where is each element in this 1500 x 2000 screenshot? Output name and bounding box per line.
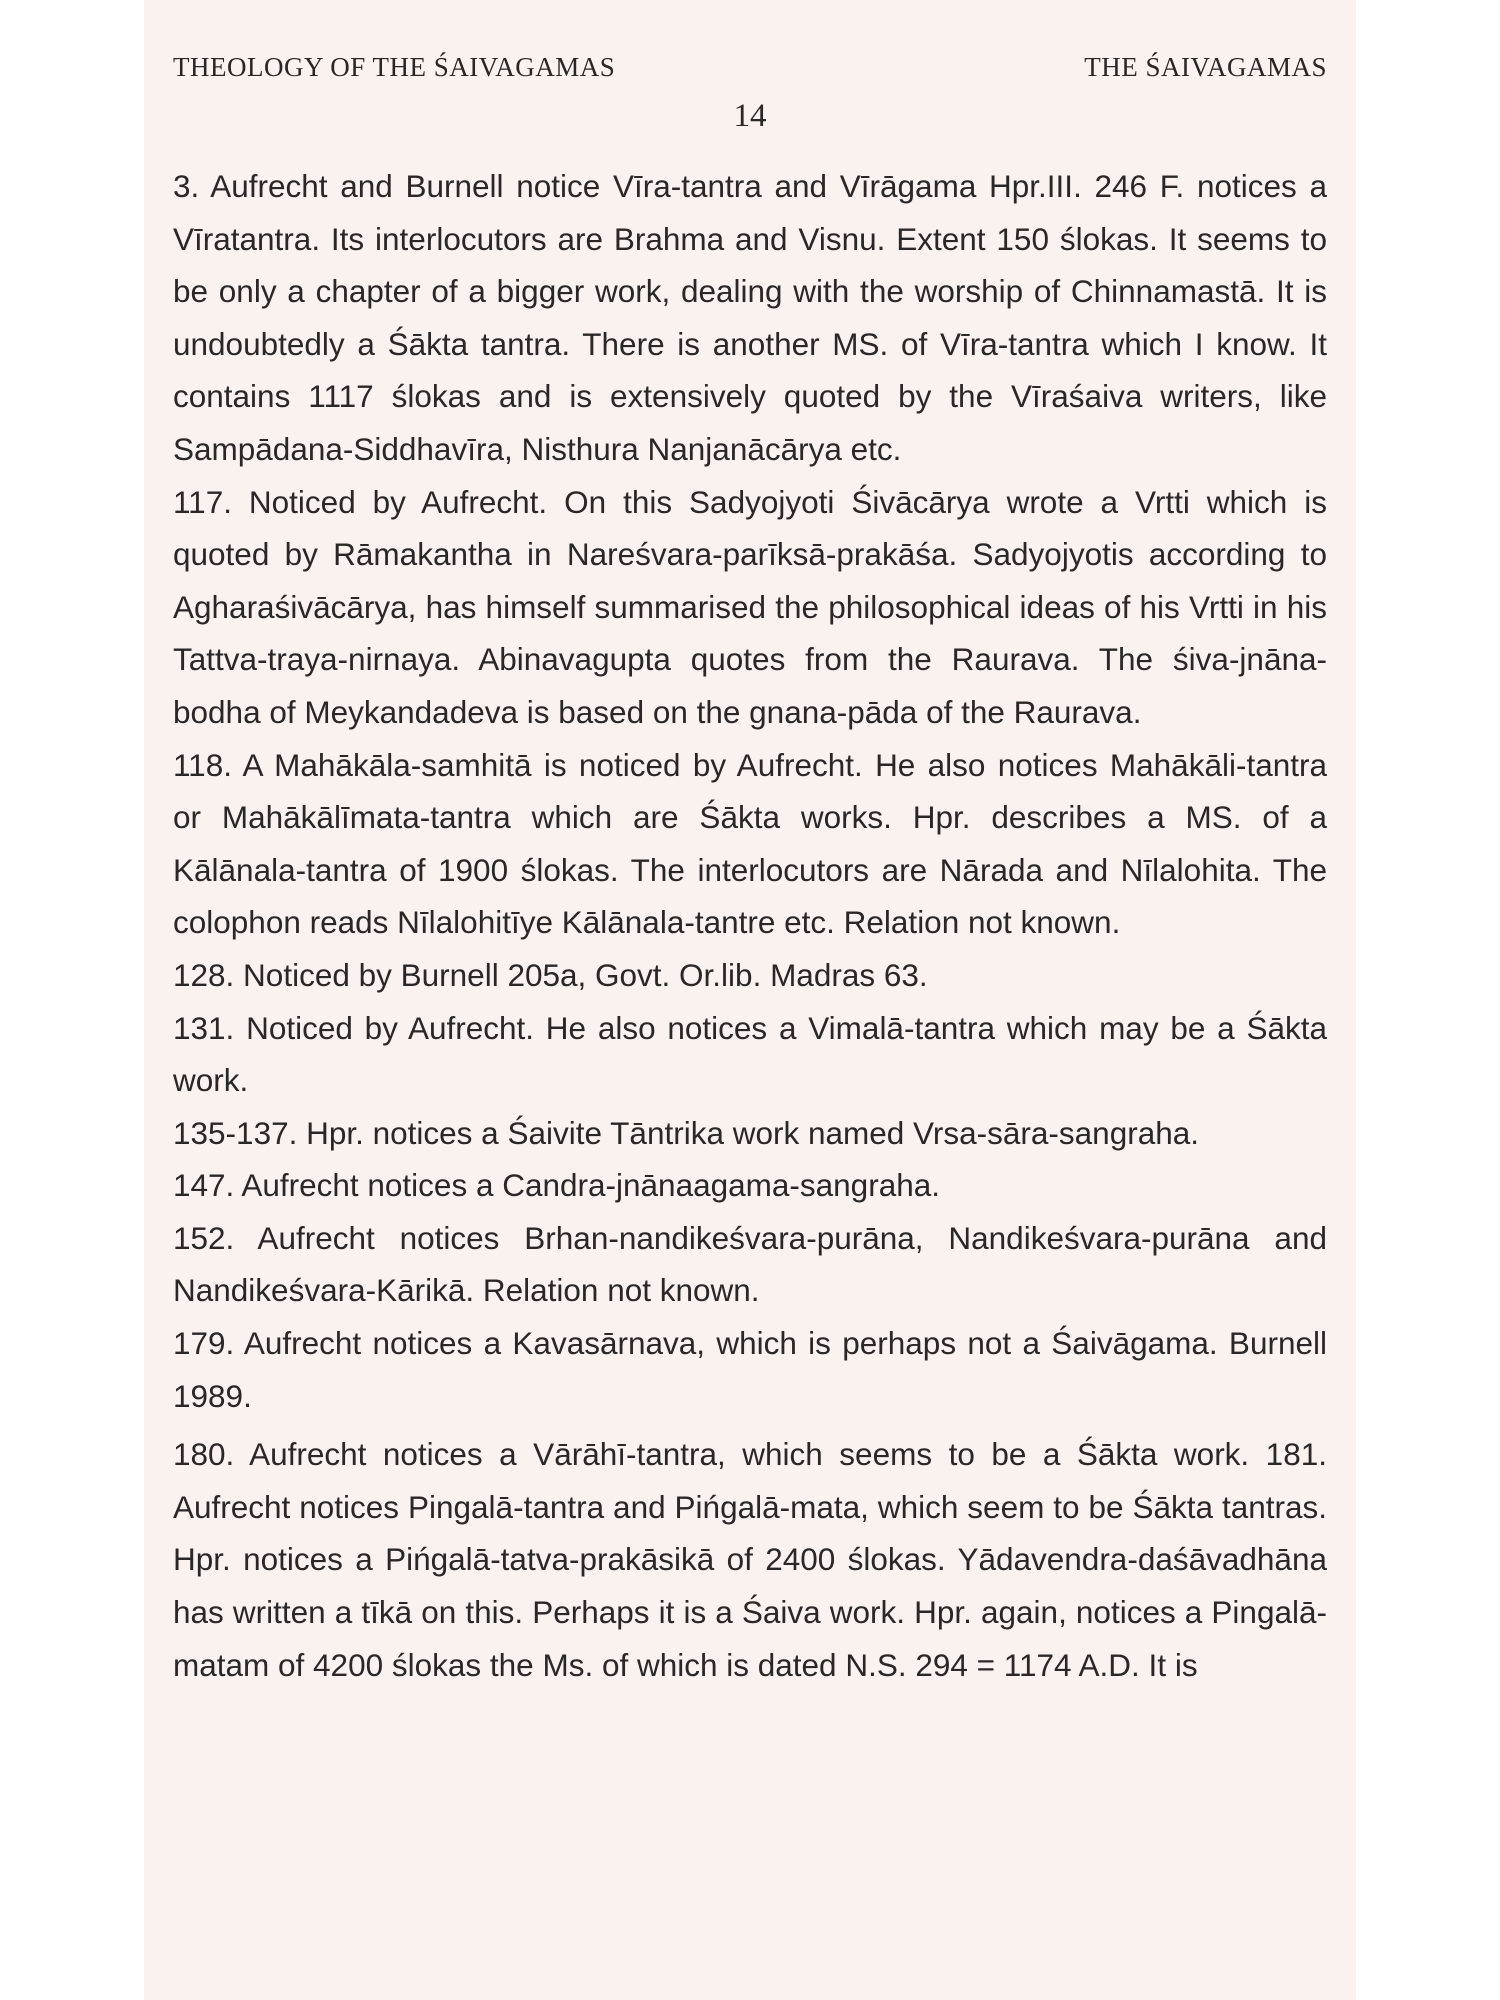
running-header — [173, 52, 1327, 92]
note-paragraph: 180. Aufrecht notices a Vārāhī-tantra, which seems to be a Śākta work. 181. Aufrecht notices Pingalā-tantra and Pińgalā-mata, which seem to be Śākta tantras. Hpr. notices a Pińgalā-tatva-prakāsikā of 2400 ślokas. Yādavendra-daśāvadhāna has written a tīkā on this. Perhaps it is a Śaiva work. Hpr. again, notices a Pingalā-matam of 4200 ślokas the Ms. of which is dated N.S. 294 = 1174 A.D. It is — [173, 1436, 1327, 1683]
book-title: THEOLOGY OF THE ŚAIVAGAMAS — [173, 52, 616, 82]
note-paragraph: 128. Noticed by Burnell 205a, Govt. Or.lib. Madras 63. — [173, 956, 928, 993]
note-paragraph: 147. Aufrecht notices a Candra-jnānaagama-sangraha. — [173, 1167, 940, 1204]
chapter-title: THE ŚAIVAGAMAS — [1084, 52, 1327, 82]
body-text — [173, 160, 1327, 1691]
book-page — [144, 0, 1356, 2000]
note-paragraph: 118. A Mahākāla-samhitā is noticed by Aufrecht. He also notices Mahākāli-tantra or Mahākālīmata-tantra which are Śākta works. Hpr. describes a MS. of a Kālānala-tantra of 1900 ślokas. The interlocutors are Nārada and Nīlalohita. The colophon reads Nīlalohitīye Kālānala-tantre etc. Relation not known. — [173, 746, 1327, 941]
note-paragraph: 3. Aufrecht and Burnell notice Vīra-tantra and Vīrāgama Hpr.III. 246 F. notices a Vīratantra. Its interlocutors are Brahma and Visnu. Extent 150 ślokas. It seems to be only a chapter of a bigger work, dealing with the worship of Chinnamastā. It is undoubtedly a Śākta tantra. There is another MS. of Vīra-tantra which I know. It contains 1117 ślokas and is extensively quoted by the Vīraśaiva writers, like Sampādana-Siddhavīra, Nisthura Nanjanācārya etc. — [173, 168, 1327, 467]
note-paragraph: 152. Aufrecht notices Brhan-nandikeśvara-purāna, Nandikeśvara-purāna and Nandikeśvara-Kārikā. Relation not known. — [173, 1219, 1327, 1309]
note-paragraph: 179. Aufrecht notices a Kavasārnava, which is perhaps not a Śaivāgama. Burnell 1989. — [173, 1325, 1327, 1414]
note-paragraph: 131. Noticed by Aufrecht. He also notices a Vimalā-tantra which may be a Śākta work. — [173, 1009, 1327, 1099]
page-number: 14 — [733, 98, 767, 134]
note-paragraph: 135-137. Hpr. notices a Śaivite Tāntrika work named Vrsa-sāra-sangraha. — [173, 1114, 1200, 1151]
note-paragraph: 117. Noticed by Aufrecht. On this Sadyojyoti Śivācārya wrote a Vrtti which is quoted by Rāmakantha in Nareśvara-parīksā-prakāśa. Sadyojyotis according to Agharaśivācārya, has himself summarised the philosophical ideas of his Vrtti in his Tattva-traya-nirnaya. Abinavagupta quotes from the Raurava. The śiva-jnāna-bodha of Meykandadeva is based on the gnana-pāda of the Raurava. — [173, 483, 1327, 730]
